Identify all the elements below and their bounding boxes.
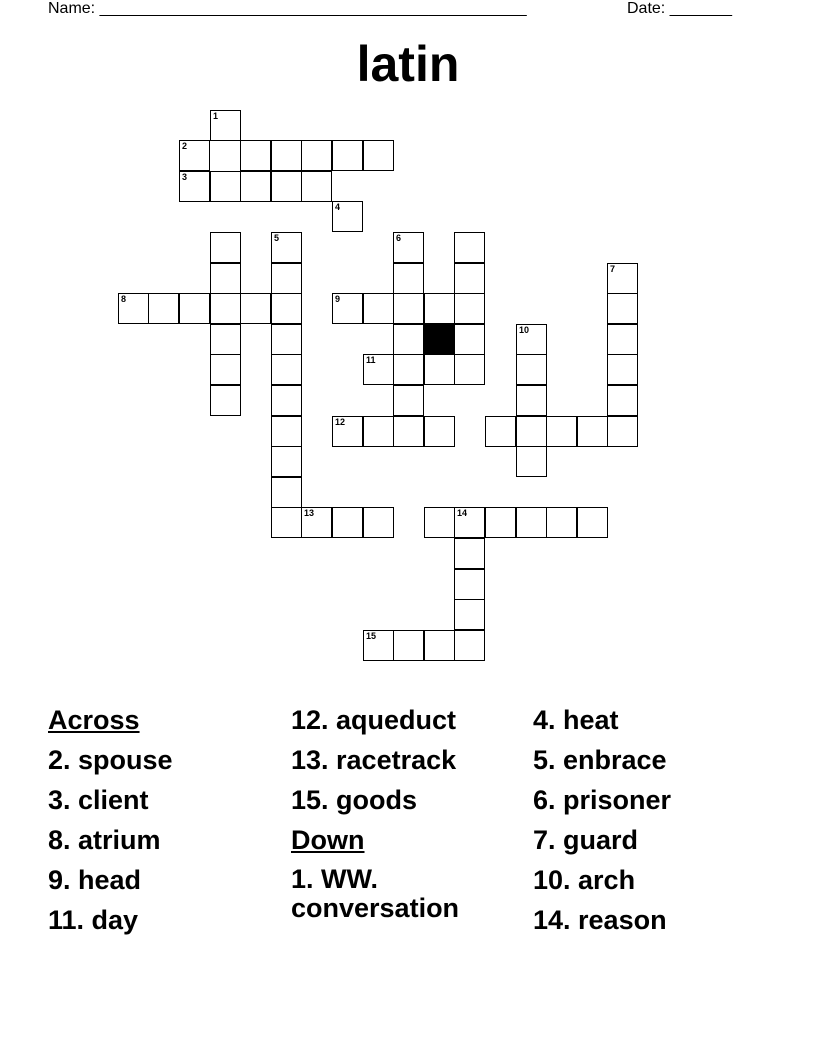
- clue-number: 13: [304, 508, 315, 518]
- grid-cell[interactable]: [454, 232, 485, 263]
- grid-cell[interactable]: [363, 140, 394, 171]
- grid-cell[interactable]: [301, 140, 332, 171]
- clue-across: 2. spouse: [48, 745, 173, 775]
- grid-cell[interactable]: [485, 416, 516, 447]
- clue-across: 13. racetrack: [291, 745, 457, 775]
- grid-cell[interactable]: [301, 507, 332, 538]
- grid-cell[interactable]: [271, 354, 302, 385]
- grid-cell[interactable]: [393, 263, 424, 294]
- clue-down: 1. WW. conversation: [291, 864, 460, 923]
- grid-cell[interactable]: [454, 538, 485, 569]
- clue-column-1: [48, 700, 173, 940]
- grid-cell[interactable]: [271, 293, 302, 324]
- page-title: latin: [356, 36, 460, 92]
- grid-cell[interactable]: [546, 507, 577, 538]
- grid-cell[interactable]: [271, 232, 302, 263]
- clue-column-2: [291, 700, 521, 923]
- black-cell: [424, 324, 455, 355]
- grid-cell[interactable]: [516, 416, 547, 447]
- grid-cell[interactable]: [454, 630, 485, 661]
- grid-cell[interactable]: [363, 630, 394, 661]
- grid-cell[interactable]: [240, 140, 271, 171]
- grid-cell[interactable]: [210, 263, 241, 294]
- grid-cell[interactable]: [210, 232, 241, 263]
- grid-cell[interactable]: [271, 416, 302, 447]
- clue-down: 5. enbrace: [533, 745, 667, 775]
- grid-cell[interactable]: [332, 416, 363, 447]
- grid-cell[interactable]: [363, 293, 394, 324]
- clue-number: 10: [519, 325, 530, 335]
- clue-across: 15. goods: [291, 785, 418, 815]
- grid-cell[interactable]: [271, 263, 302, 294]
- grid-cell[interactable]: [271, 140, 302, 171]
- grid-cell[interactable]: [424, 507, 455, 538]
- grid-cell[interactable]: [424, 630, 455, 661]
- grid-cell[interactable]: [516, 354, 547, 385]
- grid-cell[interactable]: [301, 171, 332, 202]
- grid-cell[interactable]: [210, 354, 241, 385]
- grid-cell[interactable]: [454, 263, 485, 294]
- grid-cell[interactable]: [424, 354, 455, 385]
- clue-number: 2: [182, 141, 188, 151]
- grid-cell[interactable]: [607, 416, 638, 447]
- name-line: Name: ________________________________________________: [48, 0, 527, 17]
- clue-number: 12: [335, 417, 346, 427]
- across-heading: Across: [48, 705, 140, 735]
- grid-cell[interactable]: [516, 507, 547, 538]
- grid-cell[interactable]: [454, 599, 485, 630]
- clue-number: 1: [213, 111, 219, 121]
- grid-cell[interactable]: [363, 416, 394, 447]
- grid-cell[interactable]: [179, 140, 210, 171]
- clue-number: 14: [457, 508, 468, 518]
- grid-cell[interactable]: [424, 416, 455, 447]
- grid-cell[interactable]: [393, 324, 424, 355]
- grid-cell[interactable]: [271, 477, 302, 508]
- grid-cell[interactable]: [454, 354, 485, 385]
- grid-cell[interactable]: [607, 354, 638, 385]
- clue-across: 8. atrium: [48, 825, 161, 855]
- grid-cell[interactable]: [516, 324, 547, 355]
- clue-column-3: [533, 700, 671, 940]
- clue-across: 3. client: [48, 785, 149, 815]
- grid-cell[interactable]: [148, 293, 179, 324]
- grid-cell[interactable]: [577, 416, 608, 447]
- grid-cell[interactable]: [363, 507, 394, 538]
- grid-cell[interactable]: [607, 293, 638, 324]
- grid-cell[interactable]: [179, 171, 210, 202]
- grid-cell[interactable]: [271, 507, 302, 538]
- grid-cell[interactable]: [454, 293, 485, 324]
- grid-cell[interactable]: [179, 293, 210, 324]
- grid-cell[interactable]: [546, 416, 577, 447]
- grid-cell[interactable]: [516, 385, 547, 416]
- clue-number: 8: [121, 294, 127, 304]
- grid-cell[interactable]: [454, 507, 485, 538]
- grid-cell[interactable]: [424, 293, 455, 324]
- grid-cell[interactable]: [240, 171, 271, 202]
- grid-cell[interactable]: [210, 293, 241, 324]
- clue-number: 9: [335, 294, 341, 304]
- clue-down: 7. guard: [533, 825, 639, 855]
- grid-cell[interactable]: [607, 324, 638, 355]
- grid-cell[interactable]: [454, 569, 485, 600]
- grid-cell[interactable]: [271, 446, 302, 477]
- grid-cell[interactable]: [607, 385, 638, 416]
- clue-number: 3: [182, 172, 188, 182]
- grid-cell[interactable]: [332, 293, 363, 324]
- clue-down: 14. reason: [533, 905, 667, 935]
- clue-number: 15: [366, 631, 377, 641]
- grid-cell[interactable]: [393, 630, 424, 661]
- grid-cell[interactable]: [332, 140, 363, 171]
- clue-down: 4. heat: [533, 705, 619, 735]
- grid-cell[interactable]: [393, 232, 424, 263]
- clue-across: 9. head: [48, 865, 142, 895]
- grid-cell[interactable]: [577, 507, 608, 538]
- date-line: Date: _______: [627, 0, 732, 17]
- grid-cell[interactable]: [485, 507, 516, 538]
- clue-number: 7: [610, 264, 616, 274]
- grid-cell[interactable]: [516, 446, 547, 477]
- grid-cell[interactable]: [454, 324, 485, 355]
- grid-cell[interactable]: [332, 507, 363, 538]
- grid-cell[interactable]: [332, 201, 363, 232]
- grid-cell[interactable]: [271, 171, 302, 202]
- grid-cell[interactable]: [210, 324, 241, 355]
- grid-cell[interactable]: [118, 293, 149, 324]
- clue-across: 11. day: [48, 905, 139, 935]
- clue-number: 6: [396, 233, 402, 243]
- clue-down: 6. prisoner: [533, 785, 672, 815]
- down-heading: Down: [291, 825, 365, 855]
- clue-down: 10. arch: [533, 865, 636, 895]
- grid-cell[interactable]: [240, 293, 271, 324]
- clue-number: 4: [335, 202, 341, 212]
- grid-cell[interactable]: [393, 385, 424, 416]
- grid-cell[interactable]: [363, 354, 394, 385]
- grid-cell[interactable]: [271, 385, 302, 416]
- grid-cell[interactable]: [210, 385, 241, 416]
- clue-across: 12. aqueduct: [291, 705, 457, 735]
- clue-number: 11: [366, 355, 376, 365]
- grid-cell[interactable]: [210, 171, 241, 202]
- clue-number: 5: [274, 233, 280, 243]
- grid-cell[interactable]: [393, 293, 424, 324]
- grid-cell[interactable]: [607, 263, 638, 294]
- grid-cell[interactable]: [393, 416, 424, 447]
- grid-cell[interactable]: [210, 110, 241, 141]
- grid-cell[interactable]: [393, 354, 424, 385]
- grid-cell[interactable]: [271, 324, 302, 355]
